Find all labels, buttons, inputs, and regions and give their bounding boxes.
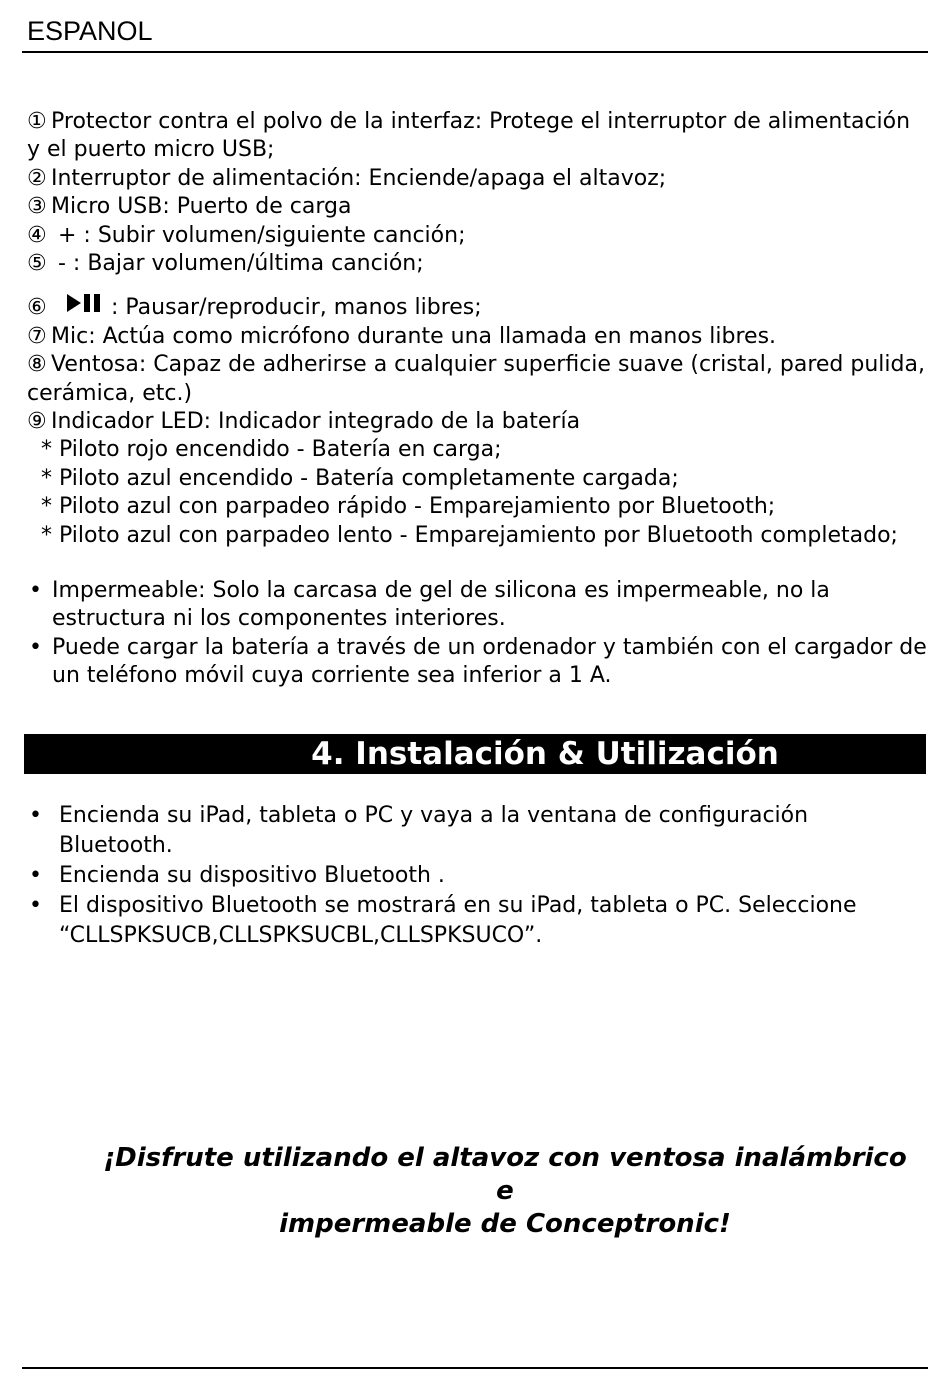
list-item-continuation: y el puerto micro USB; [27, 137, 275, 163]
item-text: Protector contra el polvo de la interfaz: Protege el interruptor de alimentación [51, 109, 911, 134]
footer-rule [22, 1367, 928, 1369]
bullet-icon: • [29, 803, 42, 828]
page-header-label: ESPANOL [27, 16, 153, 46]
bullet-item [27, 861, 927, 891]
header-rule [22, 51, 928, 53]
item-text: Indicador LED: Indicador integrado de la batería [51, 409, 581, 435]
section-title: 4. Instalación & Utilización [311, 736, 779, 772]
item-number: ⑦ [27, 323, 47, 349]
item-number: ① [27, 109, 47, 134]
item-number: ⑤ [27, 251, 47, 277]
item-text: - : Bajar volumen/última canción; [51, 251, 424, 277]
steps-list [27, 801, 927, 951]
play-pause-icon [65, 292, 105, 322]
bullet-text-line: El dispositivo Bluetooth se mostrará en su iPad, tableta o PC. Seleccione [59, 893, 857, 918]
led-state-item: * Piloto rojo encendido - Batería en carga; [41, 437, 502, 463]
bullet-item [27, 801, 927, 861]
item-text: + : Subir volumen/siguiente canción; [51, 222, 466, 248]
bullet-text-line: “CLLSPKSUCB,CLLSPKSUCBL,CLLSPKSUCO”. [59, 923, 543, 948]
item-number: ⑥ [27, 295, 47, 321]
list-item [27, 165, 927, 193]
item-number: ③ [27, 194, 47, 220]
item-number: ⑨ [27, 409, 47, 435]
bullet-item [27, 577, 927, 634]
item-text: Micro USB: Puerto de carga [51, 194, 352, 220]
notes-list [27, 577, 927, 691]
item-text: : Pausar/reproducir, manos libres; [111, 295, 482, 321]
closing-line: ¡Disfrute utilizando el altavoz con ventosa inalámbrico e [103, 1143, 907, 1206]
bullet-text-line: Encienda su iPad, tableta o PC y vaya a la ventana de configuración Bluetooth. [59, 803, 809, 858]
closing-message [90, 1142, 920, 1241]
led-state-item: * Piloto azul encendido - Batería completamente cargada; [41, 465, 679, 491]
bullet-text-line: Impermeable: Solo la carcasa de gel de silicona es impermeable, no la [52, 578, 830, 603]
led-state-item: * Piloto azul con parpadeo lento - Emparejamiento por Bluetooth completado; [41, 522, 898, 548]
list-item [27, 108, 927, 136]
bullet-icon: • [29, 634, 42, 660]
list-item [27, 323, 927, 351]
bullet-text-line: Puede cargar la batería a través de un ordenador y también con el cargador de [52, 634, 927, 660]
item-number: ② [27, 165, 47, 191]
list-item [27, 250, 927, 278]
item-number: ④ [27, 222, 47, 248]
item-text: Mic: Actúa como micrófono durante una llamada en manos libres. [51, 323, 777, 349]
bullet-item [27, 634, 927, 691]
bullet-icon: • [29, 893, 42, 918]
list-item [27, 193, 927, 221]
component-list [27, 108, 927, 550]
bullet-item [27, 891, 927, 951]
bullet-icon: • [29, 863, 42, 888]
closing-line: impermeable de Conceptronic! [279, 1209, 731, 1239]
list-item [27, 292, 927, 322]
bullet-text-line: un teléfono móvil cuya corriente sea inferior a 1 A. [52, 663, 612, 689]
bullet-text-line: Encienda su dispositivo Bluetooth . [59, 863, 445, 888]
item-text: Ventosa: Capaz de adherirse a cualquier superficie suave (cristal, pared pulida, [51, 352, 925, 378]
led-state-item: * Piloto azul con parpadeo rápido - Emparejamiento por Bluetooth; [41, 494, 776, 520]
bullet-icon: • [29, 578, 42, 603]
item-text: Interruptor de alimentación: Enciende/apaga el altavoz; [51, 165, 667, 191]
spacer [27, 278, 927, 292]
section-heading [24, 734, 926, 774]
list-item [27, 408, 927, 436]
list-item-continuation: cerámica, etc.) [27, 380, 193, 406]
item-number: ⑧ [27, 352, 47, 378]
bullet-text-line: estructura ni los componentes interiores. [52, 606, 506, 632]
list-item [27, 351, 927, 379]
list-item [27, 222, 927, 250]
